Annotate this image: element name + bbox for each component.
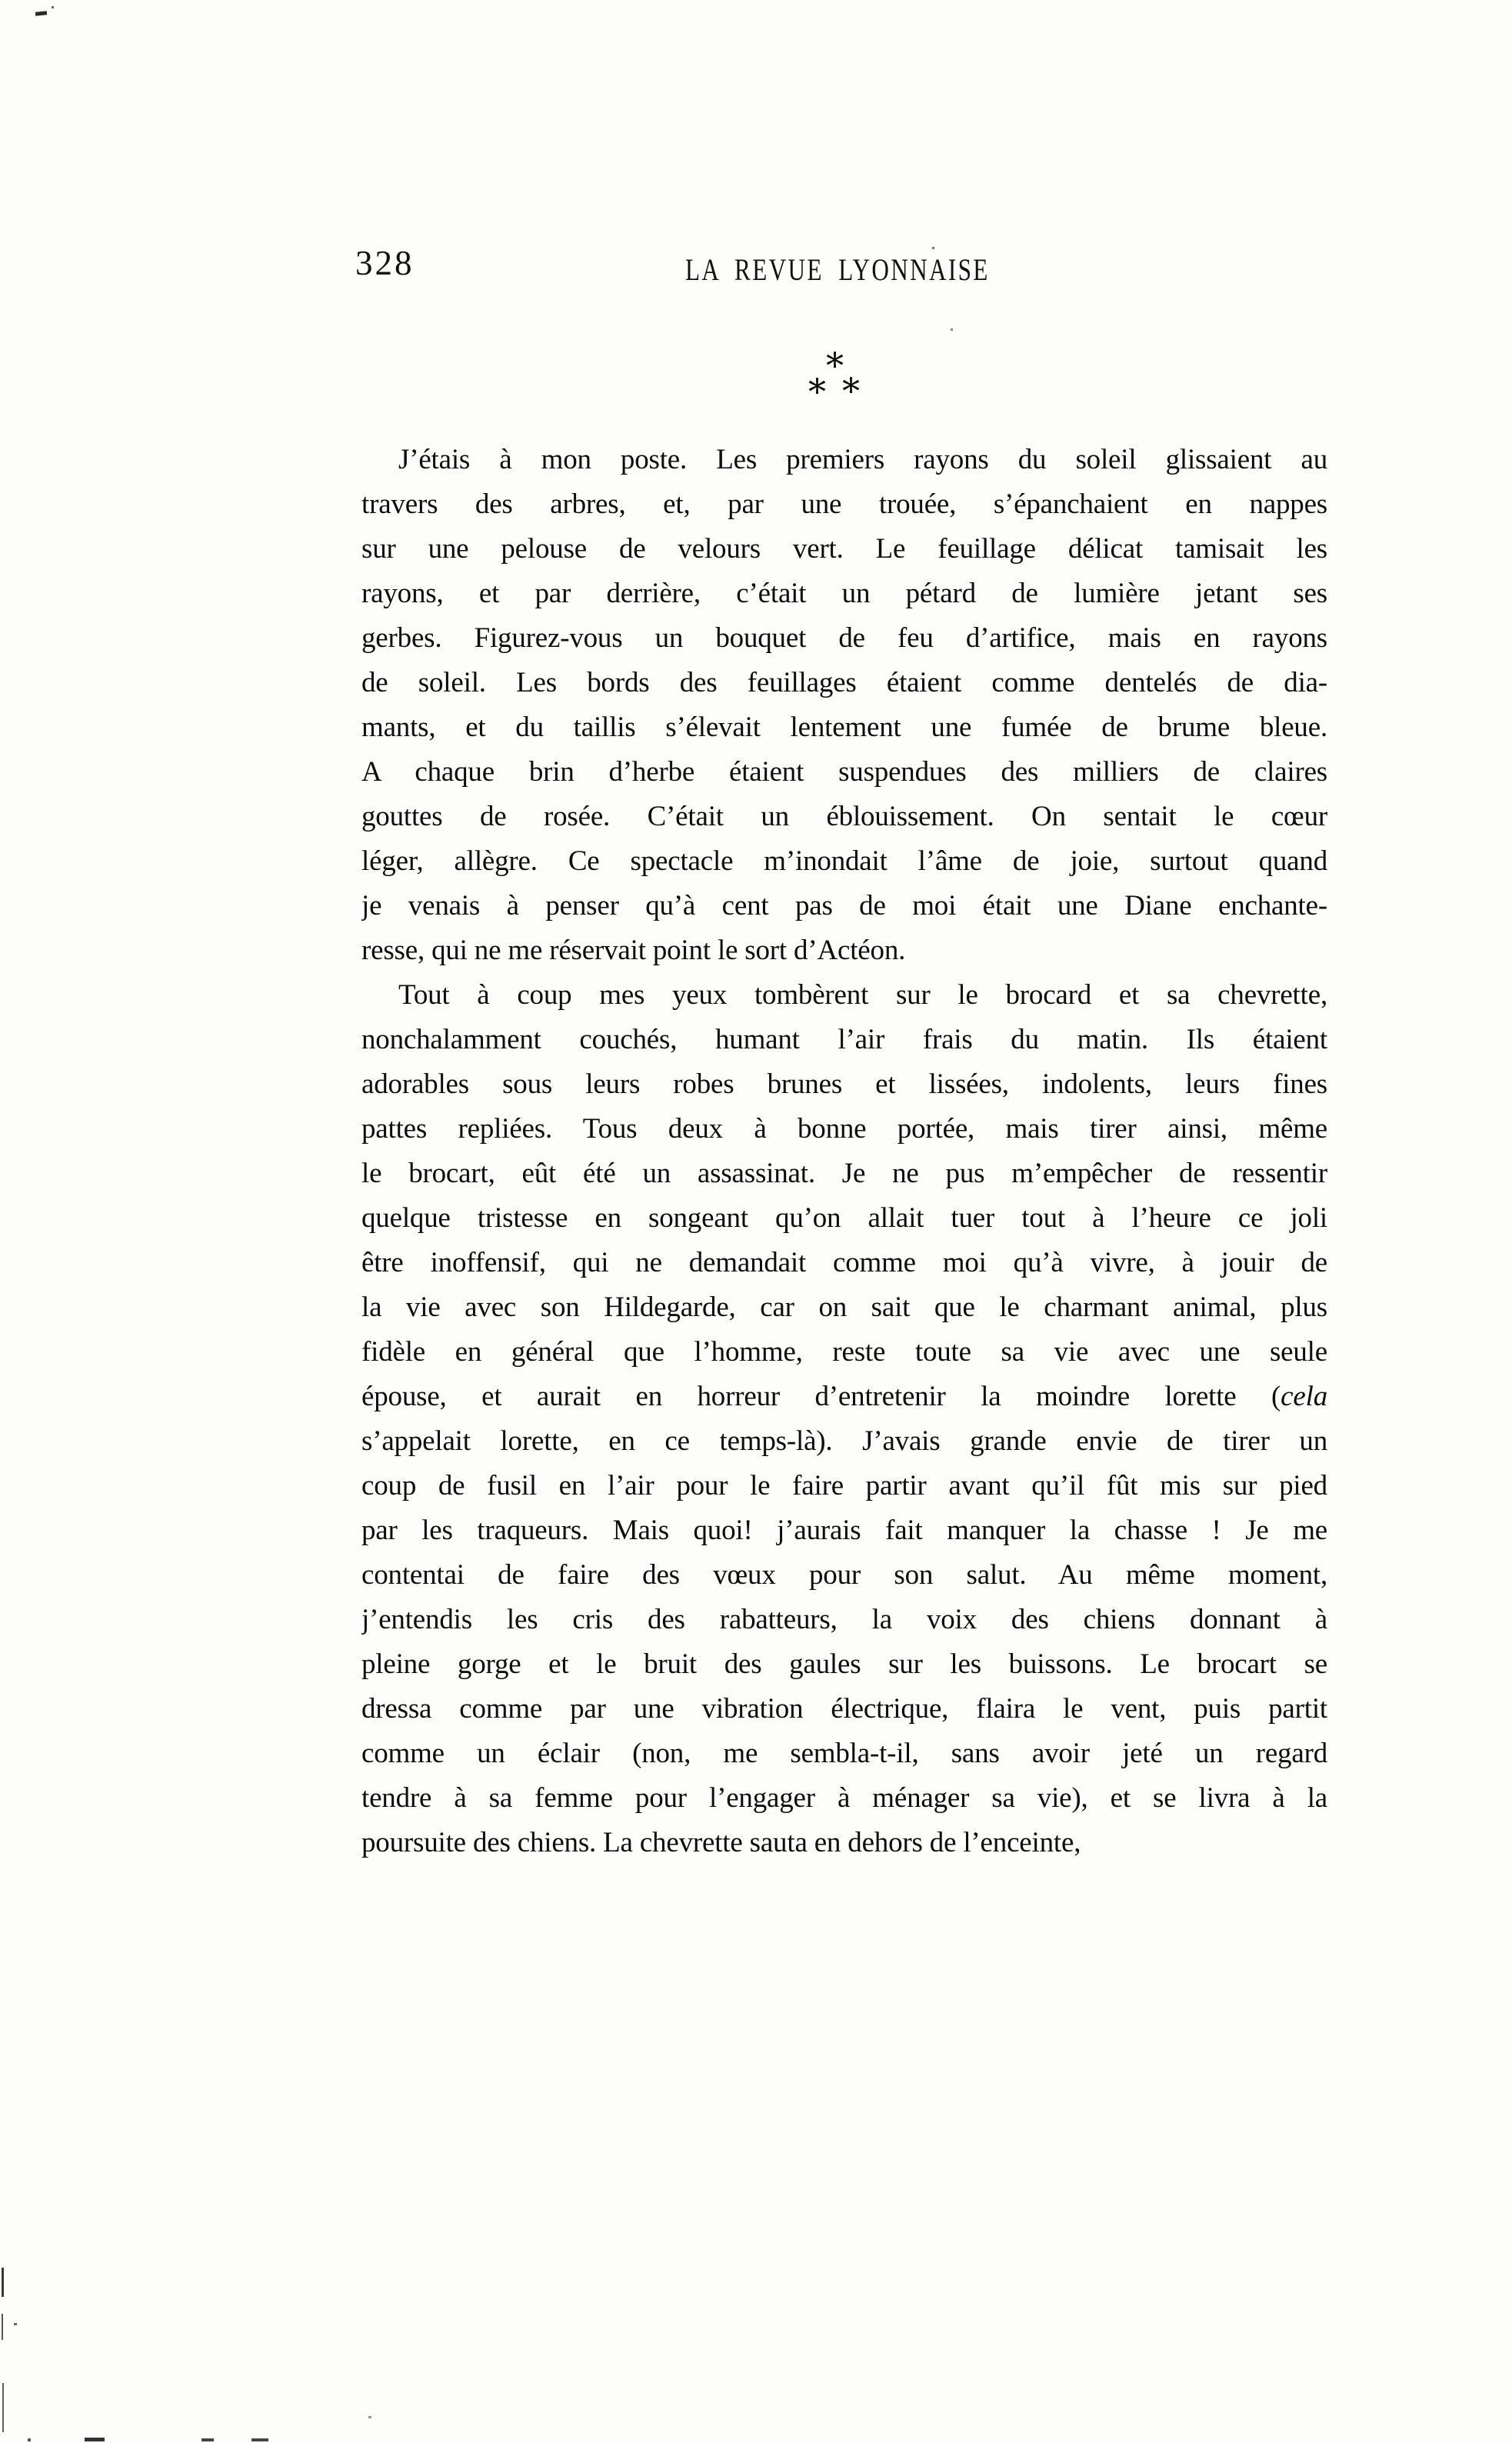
scan-artifact xyxy=(28,2438,31,2441)
text-line: Tout à coup mes yeux tombèrent sur le brocard et sa chevrette, xyxy=(398,979,1327,1011)
scan-artifact xyxy=(2,2383,4,2432)
scan-artifact xyxy=(368,2416,371,2418)
body-text-block xyxy=(361,438,1327,1865)
text-line: j’entendis les cris des rabatteurs, la voix des chiens donnant à xyxy=(361,1604,1327,1635)
text-line: nonchalamment couchés, humant l’air frais du matin. Ils étaient xyxy=(361,1024,1327,1055)
text-line: la vie avec son Hildegarde, car on sait que le charmant animal, plus xyxy=(361,1291,1327,1323)
text-line: gerbes. Figurez-vous un bouquet de feu d’artifice, mais en rayons xyxy=(361,622,1327,654)
text-line: rayons, et par derrière, c’était un pétard de lumière jetant ses xyxy=(361,578,1327,609)
text-line: le brocart, eût été un assassinat. Je ne pus m’empêcher de ressentir xyxy=(361,1158,1327,1189)
text-line: contentai de faire des vœux pour son salut. Au même moment, xyxy=(361,1559,1327,1591)
scan-artifact xyxy=(951,328,953,331)
running-title: LA REVUE LYONNAISE xyxy=(685,252,990,287)
text-line: adorables sous leurs robes brunes et lissées, indolents, leurs fines xyxy=(361,1068,1327,1100)
scan-artifact xyxy=(52,6,54,8)
text-line: mants, et du taillis s’élevait lentement une fumée de brume bleue. xyxy=(361,712,1327,743)
text-line: coup de fusil en l’air pour le faire partir avant qu’il fût mis sur pied xyxy=(361,1470,1327,1501)
text-line: poursuite des chiens. La chevrette sauta en dehors de l’enceinte, xyxy=(361,1827,1081,1858)
text-line: je venais à penser qu’à cent pas de moi était une Diane enchante- xyxy=(361,890,1327,922)
text-line: fidèle en général que l’homme, reste toute sa vie avec une seule xyxy=(361,1336,1327,1368)
text-line: léger, allègre. Ce spectacle m’inondait l’âme de joie, surtout quand xyxy=(361,845,1327,877)
text-line: comme un éclair (non, me sembla-t-il, sans avoir jeté un regard xyxy=(361,1738,1327,1769)
scan-artifact xyxy=(35,11,47,16)
scan-artifact xyxy=(932,247,934,249)
scan-artifact xyxy=(2,2314,3,2340)
text-line xyxy=(361,1375,1327,1419)
text-line: tendre à sa femme pour l’engager à ménager sa vie), et se livra à la xyxy=(361,1782,1327,1814)
asterisk-icon: * xyxy=(808,371,826,412)
scan-artifact xyxy=(14,2323,17,2325)
text-line: pattes repliées. Tous deux à bonne portée, mais tirer ainsi, même xyxy=(361,1113,1327,1145)
text-line: dressa comme par une vibration électrique, flaira le vent, puis partit xyxy=(361,1693,1327,1725)
text-line: pleine gorge et le bruit des gaules sur les buissons. Le brocart se xyxy=(361,1648,1327,1680)
asterisk-icon: * xyxy=(842,370,860,412)
text-segment-italic: cela xyxy=(1281,1381,1327,1412)
text-line: J’étais à mon poste. Les premiers rayons du soleil glissaient au xyxy=(398,444,1327,475)
text-segment: épouse, et aurait en horreur d’entretenir la moindre lorette ( xyxy=(361,1381,1281,1412)
text-line: travers des arbres, et, par une trouée, s’épanchaient en nappes xyxy=(361,488,1327,520)
text-line: resse, qui ne me réservait point le sort d’Actéon. xyxy=(361,935,906,966)
scan-artifact xyxy=(85,2438,105,2441)
text-line: sur une pelouse de velours vert. Le feuillage délicat tamisait les xyxy=(361,533,1327,565)
text-line: gouttes de rosée. C’était un éblouissement. On sentait le cœur xyxy=(361,801,1327,832)
scan-artifact xyxy=(2,2268,4,2297)
scan-artifact xyxy=(201,2438,214,2441)
text-line: A chaque brin d’herbe étaient suspendues des milliers de claires xyxy=(361,756,1327,788)
text-line: quelque tristesse en songeant qu’on allait tuer tout à l’heure ce joli xyxy=(361,1202,1327,1234)
text-line: s’appelait lorette, en ce temps-là). J’avais grande envie de tirer un xyxy=(361,1425,1327,1457)
asterisk-icon: * xyxy=(826,345,844,386)
text-line: être inoffensif, qui ne demandait comme moi qu’à vivre, à jouir de xyxy=(361,1247,1327,1278)
page-number: 328 xyxy=(355,244,415,282)
text-line: de soleil. Les bords des feuillages étaient comme dentelés de dia- xyxy=(361,667,1327,698)
scan-artifact xyxy=(251,2438,268,2441)
text-line: par les traqueurs. Mais quoi! j’aurais fait manquer la chasse ! Je me xyxy=(361,1515,1327,1546)
